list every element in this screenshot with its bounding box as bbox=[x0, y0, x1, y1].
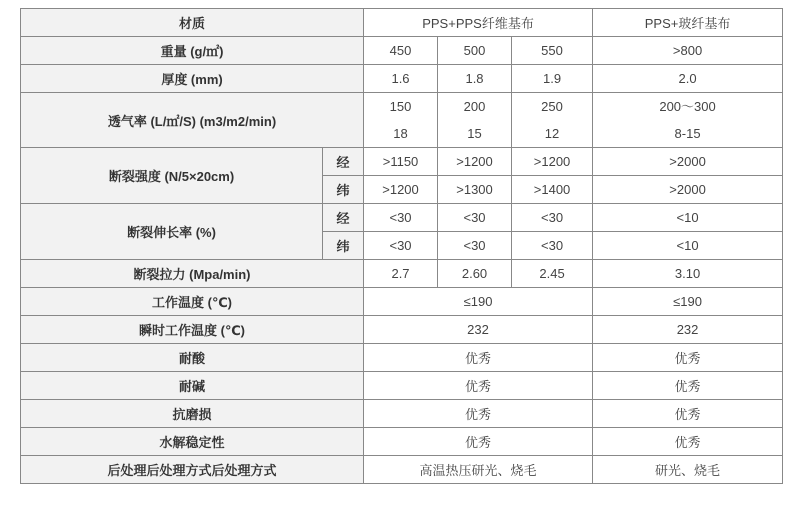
tensile-value: 2.45 bbox=[512, 260, 593, 288]
table-row-header bbox=[21, 9, 783, 37]
weight-value: 500 bbox=[438, 37, 512, 65]
permeability-value: 200～300 bbox=[659, 99, 716, 114]
elongation-label: 断裂伸长率 (%) bbox=[21, 204, 323, 260]
breaking-strength-label: 断裂强度 (N/5×20cm) bbox=[21, 148, 323, 204]
elongation-value: <30 bbox=[438, 204, 512, 232]
table-row-hydrolysis bbox=[21, 428, 783, 456]
table-row-abrasion bbox=[21, 400, 783, 428]
header-pps-fiber-base: PPS+PPS纤维基布 bbox=[364, 9, 593, 37]
abrasion-value: 优秀 bbox=[593, 400, 783, 428]
thickness-value: 1.6 bbox=[364, 65, 438, 93]
tensile-label: 断裂拉力 (Mpa/min) bbox=[21, 260, 364, 288]
acid-label: 耐酸 bbox=[21, 344, 364, 372]
table-row-breaking-strength-warp bbox=[21, 148, 783, 176]
table-row-instant-temp bbox=[21, 316, 783, 344]
table-row-acid bbox=[21, 344, 783, 372]
acid-value: 优秀 bbox=[593, 344, 783, 372]
strength-value: >1400 bbox=[512, 176, 593, 204]
strength-value: >1200 bbox=[512, 148, 593, 176]
weight-value: 450 bbox=[364, 37, 438, 65]
elongation-value: <30 bbox=[438, 232, 512, 260]
elongation-value: <30 bbox=[364, 232, 438, 260]
table-row-thickness bbox=[21, 65, 783, 93]
permeability-cell bbox=[593, 93, 783, 148]
finishing-value: 研光、烧毛 bbox=[593, 456, 783, 484]
header-pps-glass-base: PPS+玻纤基布 bbox=[593, 9, 783, 37]
permeability-value: 8-15 bbox=[674, 126, 701, 141]
table-row-alkali bbox=[21, 372, 783, 400]
alkali-value: 优秀 bbox=[593, 372, 783, 400]
permeability-value: 18 bbox=[393, 126, 408, 141]
elongation-value: <10 bbox=[593, 204, 783, 232]
table-row-work-temp bbox=[21, 288, 783, 316]
hydrolysis-value: 优秀 bbox=[593, 428, 783, 456]
thickness-value: 2.0 bbox=[593, 65, 783, 93]
permeability-cell bbox=[512, 93, 593, 148]
elongation-value: <30 bbox=[512, 232, 593, 260]
strength-value: >1200 bbox=[364, 176, 438, 204]
work-temp-label: 工作温度 (℃) bbox=[21, 288, 364, 316]
permeability-cell bbox=[438, 93, 512, 148]
warp-label: 经 bbox=[323, 148, 364, 176]
strength-value: >2000 bbox=[593, 176, 783, 204]
weight-label: 重量 (g/㎡) bbox=[21, 37, 364, 65]
instant-temp-value: 232 bbox=[593, 316, 783, 344]
finishing-value: 高温热压研光、烧毛 bbox=[364, 456, 593, 484]
permeability-value: 200 bbox=[463, 99, 486, 114]
elongation-value: <30 bbox=[364, 204, 438, 232]
strength-value: >1300 bbox=[438, 176, 512, 204]
abrasion-value: 优秀 bbox=[364, 400, 593, 428]
weft-label: 纬 bbox=[323, 176, 364, 204]
permeability-label: 透气率 (L/㎡/S) (m3/m2/min) bbox=[21, 93, 364, 148]
instant-temp-value: 232 bbox=[364, 316, 593, 344]
instant-temp-label: 瞬时工作温度 (℃) bbox=[21, 316, 364, 344]
thickness-value: 1.9 bbox=[512, 65, 593, 93]
elongation-value: <30 bbox=[512, 204, 593, 232]
weight-value: 550 bbox=[512, 37, 593, 65]
weft-label: 纬 bbox=[323, 232, 364, 260]
table-row-weight bbox=[21, 37, 783, 65]
work-temp-value: ≤190 bbox=[593, 288, 783, 316]
table-row-finishing bbox=[21, 456, 783, 484]
elongation-value: <10 bbox=[593, 232, 783, 260]
abrasion-label: 抗磨损 bbox=[21, 400, 364, 428]
strength-value: >1150 bbox=[364, 148, 438, 176]
permeability-value: 15 bbox=[467, 126, 482, 141]
tensile-value: 2.60 bbox=[438, 260, 512, 288]
header-material-label: 材质 bbox=[21, 9, 364, 37]
table-row-elongation-warp bbox=[21, 204, 783, 232]
hydrolysis-value: 优秀 bbox=[364, 428, 593, 456]
spec-table bbox=[20, 8, 783, 484]
tensile-value: 3.10 bbox=[593, 260, 783, 288]
finishing-label: 后处理后处理方式后处理方式 bbox=[21, 456, 364, 484]
warp-label: 经 bbox=[323, 204, 364, 232]
permeability-value: 12 bbox=[544, 126, 560, 141]
thickness-value: 1.8 bbox=[438, 65, 512, 93]
permeability-cell bbox=[364, 93, 438, 148]
weight-value: >800 bbox=[593, 37, 783, 65]
table-row-permeability bbox=[21, 93, 783, 148]
tensile-value: 2.7 bbox=[364, 260, 438, 288]
strength-value: >2000 bbox=[593, 148, 783, 176]
permeability-value: 150 bbox=[389, 99, 412, 114]
work-temp-value: ≤190 bbox=[364, 288, 593, 316]
acid-value: 优秀 bbox=[364, 344, 593, 372]
alkali-value: 优秀 bbox=[364, 372, 593, 400]
thickness-label: 厚度 (mm) bbox=[21, 65, 364, 93]
table-row-tensile bbox=[21, 260, 783, 288]
hydrolysis-label: 水解稳定性 bbox=[21, 428, 364, 456]
strength-value: >1200 bbox=[438, 148, 512, 176]
alkali-label: 耐碱 bbox=[21, 372, 364, 400]
permeability-value: 250 bbox=[541, 99, 563, 114]
